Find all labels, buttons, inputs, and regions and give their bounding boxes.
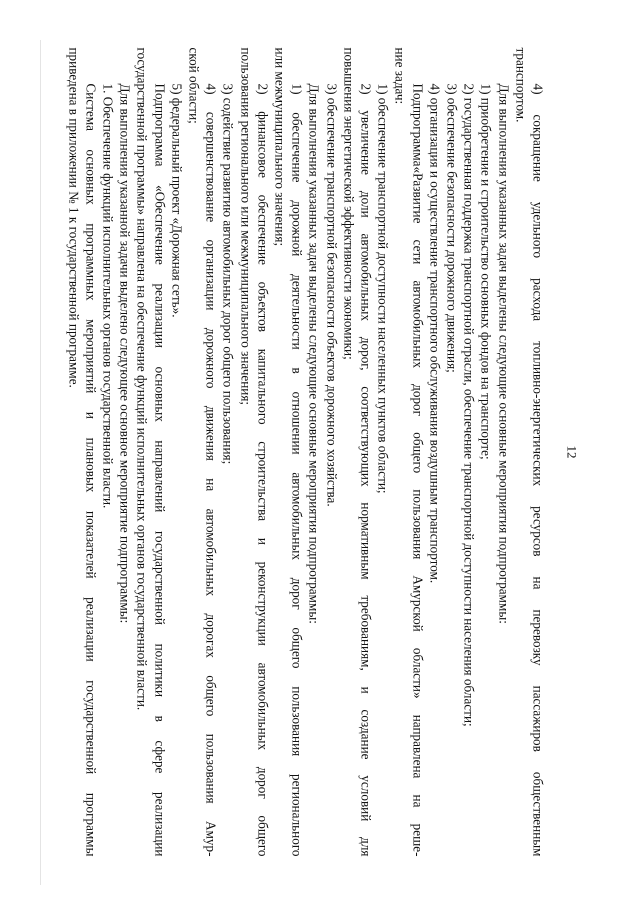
text-line: приведена в приложении № 1 к государственной программе. [66, 47, 82, 388]
text-line: 3) обеспечение безопасности дорожного движения; [444, 83, 460, 373]
document-body [65, 48, 547, 857]
text-line: 3) обеспечение транспортной безопасности объектов дорожного хозяйства. [324, 83, 340, 507]
text-line: пользования регионального или межмуниципального значения; [238, 47, 254, 406]
text-line: ской области; [186, 47, 202, 124]
text-line: 3) содействие развитию автомобильных дорог общего пользования; [220, 83, 236, 465]
text-line: ние задач: [392, 47, 408, 105]
text-line: государственной программы» направлена на обеспечение функций исполнительных органов государственной власти. [134, 47, 150, 711]
text-line: Подпрограмма«Развитие сети автомобильных дорог общего пользования Амурской области» направлена на реше- [410, 83, 426, 857]
text-line: повышения энергетической эффективности экономики; [341, 47, 357, 360]
text-line: транспортом. [513, 47, 529, 123]
text-line: 1) обеспечение дорожной деятельности в отношении автомобильных дорог общего пользования регионального [289, 83, 305, 857]
text-line: 1) обеспечение транспортной доступности населенных пунктов области; [375, 83, 391, 494]
text-line: 4) сокращение удельного расхода топливно-энергетических ресурсов на перевозку пассажиров общественным [530, 83, 546, 857]
page-number: 12 [564, 445, 580, 459]
text-line: Для выполнения указанных задач выделены следующие основные мероприятия подпрограммы: [306, 83, 322, 624]
text-line: Подпрограмма «Обеспечение реализации основных направлений государственной политики в сфере реализации [152, 83, 168, 857]
text-line: 4) совершенствование организации дорожного движения на автомобильных дорогах общего пользования Амур- [203, 83, 219, 857]
text-line: 5) федеральный проект «Дорожная сеть». [169, 83, 185, 318]
text-line: 2) финансовое обеспечение объектов капитального строительства и реконструкции автомобильных дорог общего [255, 83, 271, 857]
text-line: Система основных программных мероприятий и плановых показателей реализации государственной программы [83, 83, 99, 857]
text-line: Для выполнения указанной задачи выделено следующее основное мероприятие подпрограммы: [117, 83, 133, 624]
rotated-document-page [61, 30, 581, 875]
text-line: 2) увеличение доли автомобильных дорог, соответствующих нормативным требованиям, и создание условий для [358, 83, 374, 857]
text-line: или межмуниципального значения; [272, 47, 288, 247]
text-line: 4) организация и осуществление транспортного обслуживания воздушным транспортом. [427, 83, 443, 584]
text-line: Для выполнения указанных задач выделены следующие основные мероприятия подпрограммы: [496, 83, 512, 624]
text-line: 1) приобретение и строительство основных фондов на транспорте; [478, 83, 494, 460]
text-line: 2) государственная поддержка транспортной отрасли, обеспечение транспортной доступности населения области; [461, 83, 477, 727]
text-line: 1. Обеспечение функций исполнительных органов государственной власти. [100, 83, 116, 509]
